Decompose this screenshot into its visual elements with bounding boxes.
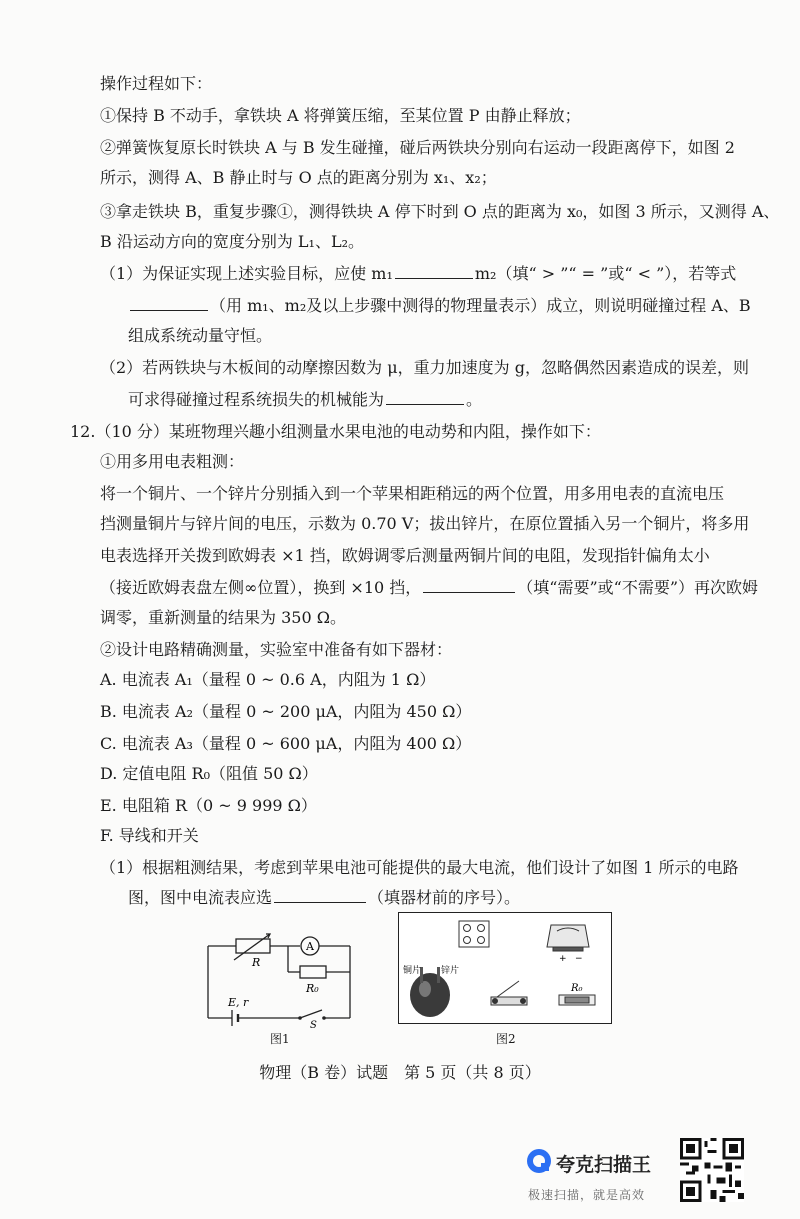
answer-blank[interactable] [130, 296, 208, 311]
equipment-drawing [399, 913, 611, 1023]
answer-blank[interactable] [274, 888, 366, 903]
page-footer: 物理（B 卷）试题 第 5 页（共 8 页） [259, 1063, 541, 1082]
qr-code-icon [680, 1138, 744, 1202]
option-e: E. 电阻箱 R（0 ~ 9 999 Ω） [100, 796, 317, 815]
fixed-resistor-r0 [559, 995, 595, 1005]
brand-name: 夸克扫描王 [556, 1154, 652, 1176]
text-line: ①保持 B 不动手，拿铁块 A 将弹簧压缩，至某位置 P 由静止释放； [100, 106, 581, 125]
r-label: R [252, 956, 261, 969]
knife-switch [491, 981, 527, 1005]
answer-blank[interactable] [386, 390, 464, 405]
q1-part-b: m₂（填“ > ”“ = ”或“ < ”），若等式 [474, 264, 737, 283]
answer-blank[interactable] [423, 578, 515, 593]
text-line: B 沿运动方向的宽度分别为 L₁、L₂。 [100, 232, 365, 251]
brand-slogan: 极速扫描，就是高效 [528, 1188, 646, 1202]
question-2: （2）若两铁块与木板间的动摩擦因数为 μ，重力加速度为 g，忽略偶然因素造成的误差，则 [100, 358, 749, 377]
zinc-label: 锌片 [441, 966, 460, 976]
q2-text: 可求得碰撞过程系统损失的机械能为 [128, 390, 385, 409]
question-1 [100, 264, 736, 284]
option-c: C. 电流表 A₃（量程 0 ~ 600 μA，内阻为 400 Ω） [100, 734, 472, 753]
option-a: A. 电流表 A₁（量程 0 ~ 0.6 A，内阻为 1 Ω） [100, 670, 436, 689]
text-line: 所示，测得 A、B 静止时与 O 点的距离分别为 x₁、x₂； [100, 168, 497, 187]
quark-logo-icon [526, 1148, 552, 1174]
minus-label: − [575, 954, 583, 964]
text-segment: （接近欧姆表盘左侧∞位置），换到 ×10 挡， [100, 578, 422, 597]
resistance-box [459, 921, 489, 947]
period: 。 [466, 390, 483, 409]
q1-part-c: （用 m₁、m₂及以上步骤中测得的物理量表示）成立，则说明碰撞过程 A、B [210, 296, 751, 315]
text-line: 挡测量铜片与锌片间的电压，示数为 0.70 V；拔出锌片，在原位置插入另一个铜片，将多用 [100, 514, 750, 533]
text-line: 电表选择开关拨到欧姆表 ×1 挡，欧姆调零后测量两铜片间的电阻，发现指针偏角太小 [100, 546, 710, 565]
option-f: F. 导线和开关 [100, 826, 199, 845]
ammeter-device [547, 925, 589, 951]
switch [300, 1010, 322, 1018]
text-segment: （填器材前的序号）。 [368, 888, 521, 907]
plus-label: + [559, 954, 567, 964]
text-line: 将一个铜片、一个锌片分别插入到一个苹果相距稍远的两个位置，用多用电表的直流电压 [100, 484, 725, 503]
resistor-r0 [300, 966, 326, 978]
sub-question-1: （1）根据粗测结果，考虑到苹果电池可能提供的最大电流，他们设计了如图 1 所示的电路 [100, 858, 739, 877]
text-line: 组成系统动量守恒。 [128, 326, 273, 345]
question-1-cont [128, 296, 751, 316]
text-line: 操作过程如下： [100, 74, 213, 93]
text-line: 调零，重新测量的结果为 350 Ω。 [100, 608, 346, 627]
ammeter-label: A [306, 940, 314, 953]
figure-1-caption: 图1 [270, 1032, 290, 1046]
copper-label: 铜片 [403, 966, 422, 976]
sub-question-1-cont [128, 888, 520, 908]
question-2-cont [128, 390, 482, 410]
text-line: ③拿走铁块 B，重复步骤①，测得铁块 A 停下时到 O 点的距离为 x₀，如图 3 所示，又测得 A、 [100, 202, 780, 221]
text-segment: （填“需要”或“不需要”）再次欧姆 [517, 578, 759, 597]
r0-label: R₀ [571, 983, 583, 994]
question-12-title: 12.（10 分）某班物理兴趣小组测量水果电池的电动势和内阻，操作如下： [70, 422, 601, 441]
answer-blank[interactable] [395, 264, 473, 279]
s-label: S [310, 1020, 317, 1030]
q1-part-a: （1）为保证实现上述实验目标，应使 m₁ [100, 264, 393, 283]
figure-2-caption: 图2 [496, 1032, 516, 1046]
text-line: ②设计电路精确测量，实验室中准备有如下器材： [100, 640, 453, 659]
text-line: ①用多用电表粗测： [100, 452, 245, 471]
r0-label: R₀ [306, 982, 319, 995]
text-line: ②弹簧恢复原长时铁块 A 与 B 发生碰撞，碰后两铁块分别向右运动一段距离停下，如图 2 [100, 138, 735, 157]
option-b: B. 电流表 A₂（量程 0 ~ 200 μA，内阻为 450 Ω） [100, 702, 472, 721]
er-label: E, r [228, 996, 249, 1009]
equipment-figure [398, 912, 612, 1024]
circuit-diagram [196, 926, 366, 1030]
text-segment: 图，图中电流表应选 [128, 888, 273, 907]
text-line-with-blank [100, 578, 758, 598]
option-d: D. 定值电阻 R₀（阻值 50 Ω） [100, 764, 318, 783]
